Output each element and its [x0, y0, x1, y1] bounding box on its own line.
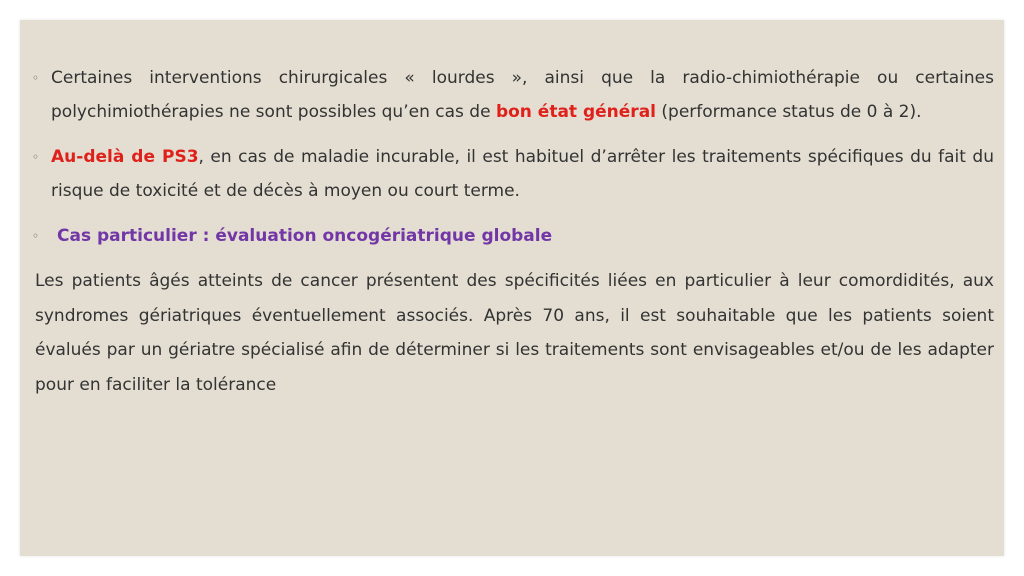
bullet-marker: ◦: [32, 71, 40, 85]
bullet-special-case: [32, 219, 994, 253]
bullet-text-start: Certaines interventions chirurgicales « lourdes », ainsi que la radio-chimiothérapie ou certaines polychimiothérapies ne sont possibles qu’en cas de: [51, 68, 994, 122]
highlight-good-general-state: bon état général: [495, 102, 656, 122]
bullet-text-end: , en cas de maladie incurable, il est habituel d’arrêter les traitements spécifiques du fait du risque de toxicité et de décès à moyen ou court terme.: [51, 147, 994, 201]
bullet-marker: ◦: [32, 229, 40, 243]
bullet-marker: ◦: [32, 150, 40, 164]
bullet-surgery-conditions: [32, 61, 994, 129]
bullet-beyond-ps3: [32, 140, 994, 208]
bullet-text-end: (performance status de 0 à 2).: [656, 102, 922, 122]
elderly-patients-paragraph: Les patients âgés atteints de cancer présentent des spécificités liées en particulier à leur comordidités, aux syndromes gériatriques éventuellement associés. Après 70 ans, il est souhaitable que les patients soient évalués par un gériatre spécialisé afin de déterminer si les traitements sont envisageables et/ou de les adapter pour en faciliter la tolérance: [35, 271, 994, 395]
slide: [20, 20, 1004, 556]
bullet-text: [51, 61, 994, 129]
highlight-beyond-ps3: Au-delà de PS3: [51, 147, 199, 167]
bullet-text: [51, 140, 994, 208]
special-case-heading: Cas particulier : évaluation oncogériatrique globale: [57, 226, 553, 246]
bullet-text: [57, 219, 994, 253]
